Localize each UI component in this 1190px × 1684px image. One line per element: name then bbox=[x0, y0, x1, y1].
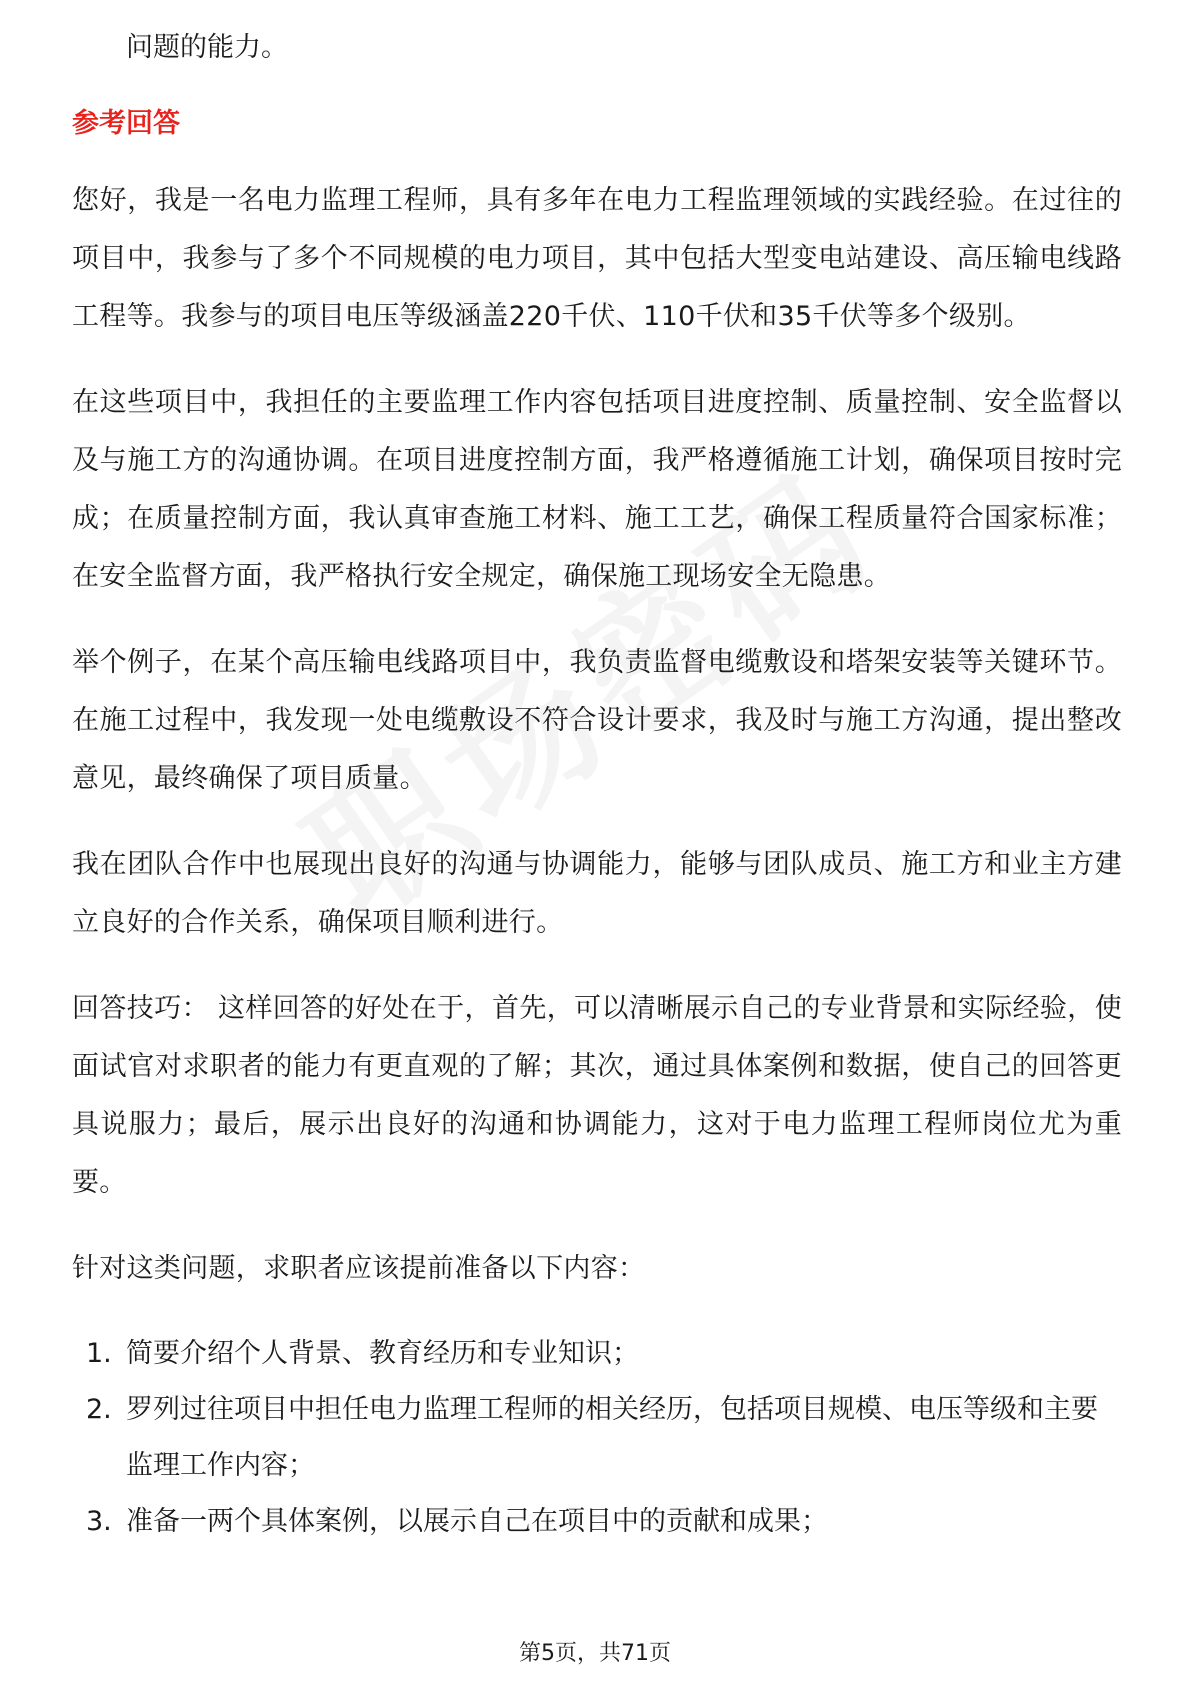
section-heading: 参考回答 bbox=[72, 108, 180, 139]
list-item-text: 简要介绍个人背景、教育经历和专业知识； bbox=[126, 1338, 639, 1369]
continued-text: 问题的能力。 bbox=[126, 32, 288, 63]
list-item-number: 1. bbox=[86, 1338, 112, 1369]
list-item-number: 3. bbox=[86, 1506, 112, 1537]
paragraph-prepare: 针对这类问题，求职者应该提前准备以下内容： bbox=[72, 1253, 646, 1284]
paragraph-duties: 在这些项目中，我担任的主要监理工作内容包括项目进度控制、质量控制、安全监督以及与施工方的沟通协调。在项目进度控制方面，我严格遵循施工计划，确保项目按时完成；在质量控制方面，我认真审查施工材料、施工工艺，确保工程质量符合国家标准；在安全监督方面，我严格执行安全规定，确保施工现场安全无隐患。 bbox=[72, 387, 1122, 592]
paragraph-example: 举个例子，在某个高压输电线路项目中，我负责监督电缆敷设和塔架安装等关键环节。在施工过程中，我发现一处电缆敷设不符合设计要求，我及时与施工方沟通，提出整改意见，最终确保了项目质量。 bbox=[72, 647, 1122, 794]
paragraph-teamwork: 我在团队合作中也展现出良好的沟通与协调能力，能够与团队成员、施工方和业主方建立良好的合作关系，确保项目顺利进行。 bbox=[72, 849, 1122, 938]
list-item-text: 罗列过往项目中担任电力监理工程师的相关经历，包括项目规模、电压等级和主要监理工作内容； bbox=[126, 1394, 1098, 1481]
list-item bbox=[72, 1494, 1122, 1550]
list-item bbox=[72, 1382, 1122, 1494]
list-item bbox=[72, 1326, 1122, 1382]
preparation-list bbox=[72, 1326, 1122, 1550]
page-content bbox=[72, 20, 1122, 1550]
list-item-number: 2. bbox=[86, 1394, 112, 1425]
paragraph-intro: 您好，我是一名电力监理工程师，具有多年在电力工程监理领域的实践经验。在过往的项目中，我参与了多个不同规模的电力项目，其中包括大型变电站建设、高压输电线路工程等。我参与的项目电压等级涵盖220千伏、110千伏和35千伏等多个级别。 bbox=[72, 185, 1122, 332]
list-item-text: 准备一两个具体案例，以展示自己在项目中的贡献和成果； bbox=[126, 1506, 828, 1537]
paragraph-tips: 回答技巧： 这样回答的好处在于，首先，可以清晰展示自己的专业背景和实际经验，使面试官对求职者的能力有更直观的了解；其次，通过具体案例和数据，使自己的回答更具说服力；最后，展示出良好的沟通和协调能力，这对于电力监理工程师岗位尤为重要。 bbox=[72, 993, 1122, 1198]
page-footer: 第5页，共71页 bbox=[519, 1641, 671, 1666]
